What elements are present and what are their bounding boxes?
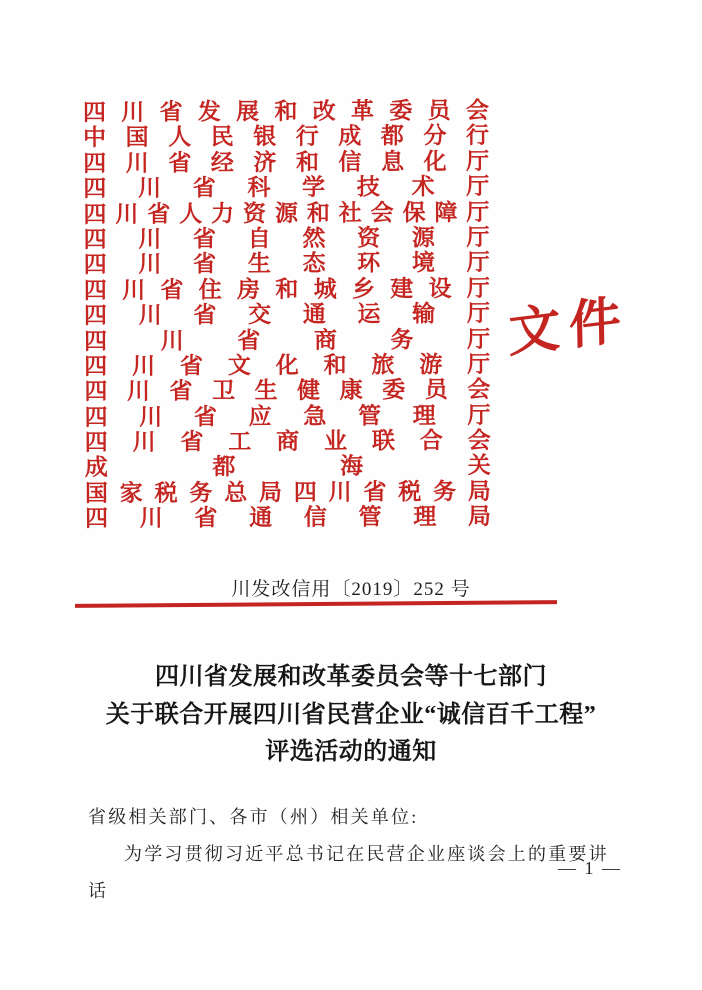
department-line: 四 川 省 商 务 厅 [84, 326, 491, 354]
salutation: 省级相关部门、各市（州）相关单位: [88, 807, 419, 827]
document-title-line-2: 关于联合开展四川省民营企业“诚信百千工程” [105, 701, 597, 728]
department-line: 国 家 税 务 总 局 四 川 省 税 务 局 [84, 478, 491, 506]
document-title-line-1: 四川省发展和改革委员会等十七部门 [155, 664, 547, 690]
department-line: 四 川 省 文 化 和 旅 游 厅 [84, 351, 491, 379]
body-paragraph: 为学习贯彻习近平总书记在民营企业座谈会上的重要讲话 [88, 844, 609, 901]
department-line: 四 川 省 住 房 和 城 乡 建 设 厅 [83, 275, 490, 303]
department-line: 成 都 海 关 [84, 453, 491, 481]
issuing-departments-list [83, 98, 491, 532]
document-stamp-label: 文件 [508, 291, 631, 364]
department-line: 四 川 省 生 态 环 境 厅 [83, 250, 490, 278]
department-line: 四 川 省 人 力 资 源 和 社 会 保 障 厅 [83, 199, 490, 227]
document-body [88, 799, 616, 910]
document-title [0, 659, 702, 772]
department-line: 四 川 省 发 展 和 改 革 委 员 会 [82, 97, 489, 126]
department-line: 四 川 省 工 商 业 联 合 会 [84, 428, 491, 456]
department-line: 四 川 省 经 济 和 信 息 化 厅 [83, 148, 490, 176]
document-number: 川发改信用〔2019〕252 号 [231, 579, 471, 600]
department-line: 四 川 省 应 急 管 理 厅 [84, 402, 491, 430]
page-number: — 1 — [558, 858, 622, 878]
department-line: 四 川 省 科 学 技 术 厅 [83, 174, 490, 202]
department-line: 四 川 省 卫 生 健 康 委 员 会 [84, 377, 491, 405]
document-title-line-3: 评选活动的通知 [265, 739, 437, 765]
department-line: 四 川 省 交 通 运 输 厅 [83, 301, 490, 329]
department-line: 中 国 人 民 银 行 成 都 分 行 [83, 123, 490, 151]
red-divider-line [75, 600, 557, 607]
department-line: 四 川 省 自 然 资 源 厅 [83, 224, 490, 253]
department-line: 四 川 省 通 信 管 理 局 [84, 504, 492, 532]
